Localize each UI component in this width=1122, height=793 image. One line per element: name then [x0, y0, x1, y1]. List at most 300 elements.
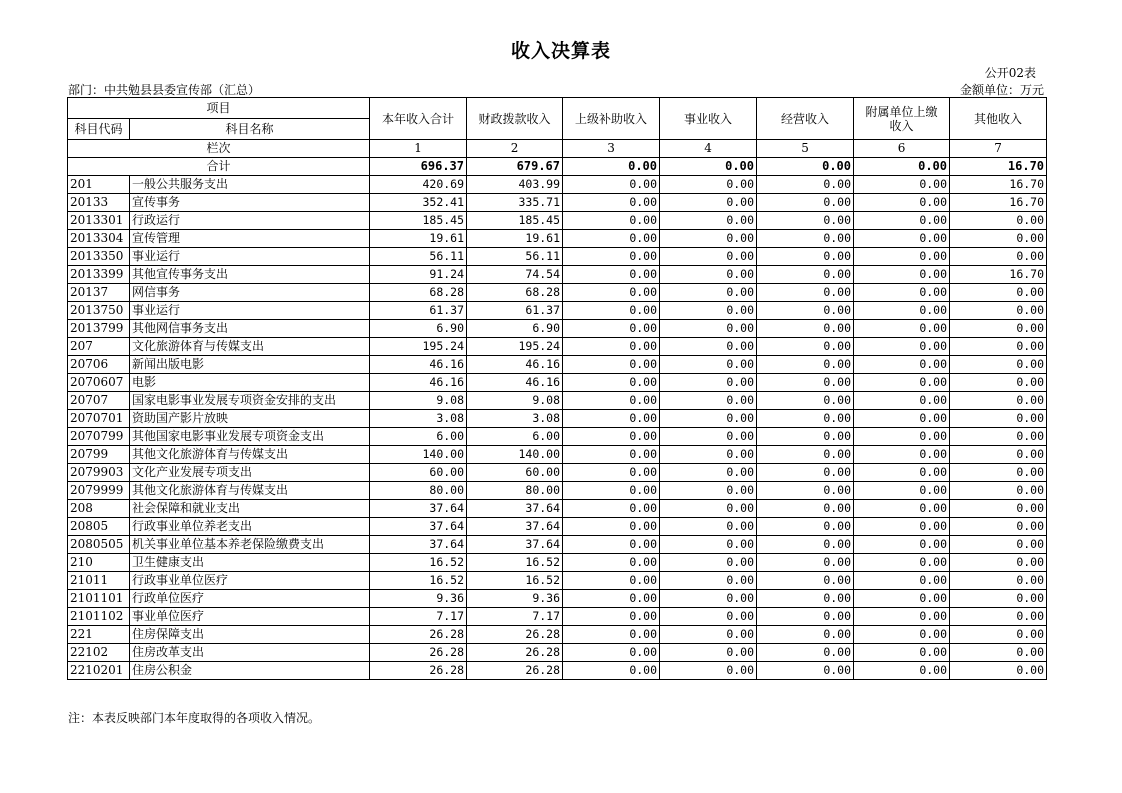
subject-code: 22102	[68, 644, 130, 662]
column-number: 7	[950, 140, 1047, 158]
subject-name: 新闻出版电影	[130, 356, 370, 374]
amount-cell: 0.00	[757, 356, 854, 374]
amount-cell: 0.00	[757, 500, 854, 518]
amount-cell: 60.00	[370, 464, 467, 482]
subject-code: 20133	[68, 194, 130, 212]
amount-cell: 0.00	[660, 230, 757, 248]
column-number: 5	[757, 140, 854, 158]
amount-cell: 0.00	[563, 644, 660, 662]
amount-cell: 91.24	[370, 266, 467, 284]
amount-cell: 0.00	[950, 374, 1047, 392]
amount-cell: 0.00	[854, 554, 950, 572]
amount-cell: 185.45	[370, 212, 467, 230]
subject-code: 20137	[68, 284, 130, 302]
amount-cell: 0.00	[757, 608, 854, 626]
amount-cell: 6.90	[370, 320, 467, 338]
amount-cell: 0.00	[660, 590, 757, 608]
total-label: 合计	[68, 158, 370, 176]
amount-cell: 195.24	[370, 338, 467, 356]
table-row	[68, 572, 1047, 590]
amount-cell: 195.24	[467, 338, 563, 356]
table-row	[68, 212, 1047, 230]
amount-cell: 0.00	[950, 464, 1047, 482]
subject-code: 2079999	[68, 482, 130, 500]
table-row	[68, 536, 1047, 554]
amount-cell: 0.00	[757, 302, 854, 320]
amount-cell: 420.69	[370, 176, 467, 194]
amount-cell: 0.00	[660, 608, 757, 626]
amount-cell: 0.00	[563, 662, 660, 680]
amount-cell: 0.00	[660, 518, 757, 536]
amount-cell: 0.00	[854, 410, 950, 428]
subject-code: 2079903	[68, 464, 130, 482]
amount-cell: 0.00	[854, 266, 950, 284]
column-header: 上级补助收入	[563, 98, 660, 140]
subject-code: 2013304	[68, 230, 130, 248]
table-row	[68, 374, 1047, 392]
amount-cell: 140.00	[370, 446, 467, 464]
table-row	[68, 284, 1047, 302]
amount-cell: 26.28	[467, 644, 563, 662]
subject-code: 210	[68, 554, 130, 572]
subject-name: 国家电影事业发展专项资金安排的支出	[130, 392, 370, 410]
amount-cell: 0.00	[854, 284, 950, 302]
table-row	[68, 608, 1047, 626]
table-row	[68, 644, 1047, 662]
subject-code: 2070799	[68, 428, 130, 446]
subject-name: 资助国产影片放映	[130, 410, 370, 428]
amount-cell: 56.11	[467, 248, 563, 266]
total-cell: 0.00	[757, 158, 854, 176]
column-number: 6	[854, 140, 950, 158]
amount-cell: 0.00	[854, 338, 950, 356]
amount-cell: 16.52	[467, 554, 563, 572]
department-label: 部门：中共勉县县委宣传部（汇总）	[68, 83, 261, 97]
amount-cell: 56.11	[370, 248, 467, 266]
amount-cell: 0.00	[854, 320, 950, 338]
column-number: 1	[370, 140, 467, 158]
amount-cell: 46.16	[370, 356, 467, 374]
code-header: 科目代码	[68, 119, 130, 140]
total-cell: 679.67	[467, 158, 563, 176]
amount-cell: 0.00	[950, 590, 1047, 608]
amount-cell: 19.61	[467, 230, 563, 248]
subject-code: 2101102	[68, 608, 130, 626]
amount-cell: 403.99	[467, 176, 563, 194]
column-index-label: 栏次	[68, 140, 370, 158]
column-number: 2	[467, 140, 563, 158]
amount-cell: 0.00	[757, 554, 854, 572]
column-header: 财政拨款收入	[467, 98, 563, 140]
amount-cell: 0.00	[950, 572, 1047, 590]
amount-cell: 0.00	[660, 194, 757, 212]
amount-cell: 16.52	[370, 572, 467, 590]
amount-cell: 46.16	[370, 374, 467, 392]
amount-cell: 0.00	[757, 572, 854, 590]
amount-cell: 68.28	[467, 284, 563, 302]
amount-cell: 0.00	[660, 644, 757, 662]
amount-cell: 0.00	[660, 248, 757, 266]
table-row	[68, 662, 1047, 680]
subject-code: 201	[68, 176, 130, 194]
table-row	[68, 194, 1047, 212]
subject-name: 电影	[130, 374, 370, 392]
table-row	[68, 554, 1047, 572]
amount-cell: 0.00	[563, 572, 660, 590]
amount-cell: 0.00	[757, 284, 854, 302]
subject-name: 宣传事务	[130, 194, 370, 212]
amount-cell: 9.36	[370, 590, 467, 608]
amount-cell: 46.16	[467, 374, 563, 392]
amount-cell: 0.00	[563, 590, 660, 608]
amount-cell: 0.00	[660, 482, 757, 500]
amount-cell: 0.00	[660, 338, 757, 356]
form-number: 公开02表	[984, 66, 1036, 80]
table-row	[68, 446, 1047, 464]
amount-cell: 0.00	[563, 284, 660, 302]
amount-cell: 0.00	[757, 464, 854, 482]
amount-cell: 0.00	[660, 176, 757, 194]
subject-name: 事业运行	[130, 302, 370, 320]
amount-cell: 0.00	[854, 374, 950, 392]
amount-cell: 3.08	[467, 410, 563, 428]
amount-cell: 0.00	[854, 212, 950, 230]
table-row	[68, 518, 1047, 536]
subject-code: 2013350	[68, 248, 130, 266]
amount-cell: 26.28	[370, 644, 467, 662]
column-header: 附属单位上缴收入	[854, 98, 950, 140]
amount-cell: 0.00	[950, 518, 1047, 536]
amount-cell: 16.70	[950, 266, 1047, 284]
column-header: 其他收入	[950, 98, 1047, 140]
amount-cell: 0.00	[950, 356, 1047, 374]
amount-cell: 19.61	[370, 230, 467, 248]
amount-cell: 61.37	[467, 302, 563, 320]
subject-code: 2070607	[68, 374, 130, 392]
subject-name: 事业单位医疗	[130, 608, 370, 626]
amount-cell: 80.00	[467, 482, 563, 500]
amount-cell: 0.00	[854, 194, 950, 212]
amount-cell: 0.00	[854, 428, 950, 446]
amount-cell: 0.00	[660, 662, 757, 680]
amount-cell: 0.00	[563, 608, 660, 626]
amount-cell: 0.00	[854, 626, 950, 644]
table-row	[68, 320, 1047, 338]
total-cell: 0.00	[854, 158, 950, 176]
amount-cell: 0.00	[950, 626, 1047, 644]
amount-cell: 26.28	[370, 626, 467, 644]
amount-cell: 0.00	[757, 536, 854, 554]
amount-cell: 0.00	[854, 392, 950, 410]
amount-cell: 0.00	[854, 572, 950, 590]
amount-cell: 0.00	[757, 266, 854, 284]
amount-cell: 0.00	[854, 590, 950, 608]
subject-code: 208	[68, 500, 130, 518]
amount-cell: 0.00	[563, 410, 660, 428]
amount-cell: 0.00	[563, 302, 660, 320]
subject-code: 2013301	[68, 212, 130, 230]
column-header: 经营收入	[757, 98, 854, 140]
amount-cell: 0.00	[563, 626, 660, 644]
subject-name: 行政运行	[130, 212, 370, 230]
amount-cell: 0.00	[563, 554, 660, 572]
amount-cell: 16.70	[950, 194, 1047, 212]
amount-cell: 0.00	[660, 266, 757, 284]
amount-cell: 0.00	[660, 356, 757, 374]
amount-cell: 0.00	[660, 572, 757, 590]
amount-cell: 0.00	[950, 608, 1047, 626]
amount-cell: 0.00	[563, 194, 660, 212]
amount-cell: 0.00	[950, 554, 1047, 572]
subject-name: 其他文化旅游体育与传媒支出	[130, 446, 370, 464]
amount-cell: 0.00	[950, 284, 1047, 302]
subject-code: 2070701	[68, 410, 130, 428]
amount-cell: 0.00	[950, 428, 1047, 446]
amount-cell: 0.00	[563, 212, 660, 230]
subject-name: 其他网信事务支出	[130, 320, 370, 338]
amount-cell: 0.00	[854, 500, 950, 518]
amount-cell: 0.00	[757, 248, 854, 266]
table-row	[68, 428, 1047, 446]
table-row	[68, 590, 1047, 608]
amount-cell: 0.00	[660, 374, 757, 392]
item-header: 项目	[68, 98, 370, 119]
amount-cell: 0.00	[950, 338, 1047, 356]
amount-cell: 3.08	[370, 410, 467, 428]
amount-cell: 26.28	[467, 626, 563, 644]
column-header: 事业收入	[660, 98, 757, 140]
subject-code: 2013750	[68, 302, 130, 320]
amount-cell: 0.00	[757, 590, 854, 608]
subject-name: 事业运行	[130, 248, 370, 266]
subject-name: 文化旅游体育与传媒支出	[130, 338, 370, 356]
amount-cell: 0.00	[660, 446, 757, 464]
amount-cell: 0.00	[950, 410, 1047, 428]
subject-code: 221	[68, 626, 130, 644]
amount-cell: 37.64	[370, 500, 467, 518]
amount-cell: 7.17	[467, 608, 563, 626]
amount-cell: 0.00	[563, 266, 660, 284]
table-row	[68, 248, 1047, 266]
table-row	[68, 482, 1047, 500]
table-row	[68, 500, 1047, 518]
subject-code: 21011	[68, 572, 130, 590]
amount-cell: 185.45	[467, 212, 563, 230]
amount-cell: 0.00	[757, 212, 854, 230]
amount-cell: 60.00	[467, 464, 563, 482]
amount-cell: 0.00	[563, 248, 660, 266]
table-body	[68, 98, 1047, 680]
amount-cell: 0.00	[757, 230, 854, 248]
amount-cell: 0.00	[563, 536, 660, 554]
table-row	[68, 356, 1047, 374]
amount-cell: 6.00	[370, 428, 467, 446]
amount-cell: 0.00	[950, 536, 1047, 554]
amount-cell: 0.00	[563, 356, 660, 374]
subject-code: 2013799	[68, 320, 130, 338]
amount-cell: 0.00	[757, 428, 854, 446]
amount-cell: 0.00	[854, 302, 950, 320]
subject-code: 2210201	[68, 662, 130, 680]
subject-name: 文化产业发展专项支出	[130, 464, 370, 482]
amount-cell: 0.00	[563, 518, 660, 536]
table-row	[68, 626, 1047, 644]
amount-cell: 0.00	[563, 500, 660, 518]
table-row	[68, 464, 1047, 482]
amount-cell: 352.41	[370, 194, 467, 212]
amount-cell: 0.00	[660, 536, 757, 554]
subject-code: 20706	[68, 356, 130, 374]
subject-name: 住房保障支出	[130, 626, 370, 644]
subject-name: 住房改革支出	[130, 644, 370, 662]
subject-name: 卫生健康支出	[130, 554, 370, 572]
amount-cell: 0.00	[950, 320, 1047, 338]
amount-cell: 0.00	[563, 482, 660, 500]
amount-cell: 0.00	[757, 194, 854, 212]
amount-cell: 0.00	[563, 320, 660, 338]
amount-cell: 0.00	[563, 464, 660, 482]
page-title: 收入决算表	[510, 40, 611, 62]
column-header: 本年收入合计	[370, 98, 467, 140]
amount-cell: 0.00	[660, 284, 757, 302]
amount-cell: 0.00	[950, 212, 1047, 230]
amount-cell: 37.64	[467, 518, 563, 536]
subject-name: 住房公积金	[130, 662, 370, 680]
amount-cell: 0.00	[757, 320, 854, 338]
amount-cell: 80.00	[370, 482, 467, 500]
amount-cell: 0.00	[854, 536, 950, 554]
subject-name: 其他国家电影事业发展专项资金支出	[130, 428, 370, 446]
amount-cell: 16.52	[370, 554, 467, 572]
table-row	[68, 338, 1047, 356]
amount-cell: 0.00	[563, 176, 660, 194]
amount-cell: 0.00	[854, 464, 950, 482]
amount-cell: 9.08	[370, 392, 467, 410]
amount-cell: 0.00	[757, 446, 854, 464]
table-row	[68, 230, 1047, 248]
total-cell: 0.00	[563, 158, 660, 176]
amount-cell: 0.00	[854, 446, 950, 464]
amount-cell: 0.00	[757, 662, 854, 680]
subject-code: 2013399	[68, 266, 130, 284]
amount-cell: 0.00	[757, 644, 854, 662]
total-row	[68, 158, 1047, 176]
column-number: 4	[660, 140, 757, 158]
amount-cell: 37.64	[370, 518, 467, 536]
column-number: 3	[563, 140, 660, 158]
amount-cell: 0.00	[757, 392, 854, 410]
amount-cell: 0.00	[854, 176, 950, 194]
amount-cell: 61.37	[370, 302, 467, 320]
subject-code: 207	[68, 338, 130, 356]
amount-cell: 37.64	[370, 536, 467, 554]
amount-cell: 0.00	[950, 662, 1047, 680]
amount-cell: 68.28	[370, 284, 467, 302]
amount-cell: 37.64	[467, 500, 563, 518]
amount-cell: 0.00	[660, 320, 757, 338]
amount-cell: 0.00	[854, 518, 950, 536]
subject-name: 宣传管理	[130, 230, 370, 248]
amount-cell: 0.00	[950, 392, 1047, 410]
amount-cell: 0.00	[757, 338, 854, 356]
table-row	[68, 176, 1047, 194]
amount-cell: 9.08	[467, 392, 563, 410]
amount-cell: 46.16	[467, 356, 563, 374]
subject-name: 行政事业单位养老支出	[130, 518, 370, 536]
amount-cell: 0.00	[757, 410, 854, 428]
amount-cell: 0.00	[660, 302, 757, 320]
subject-name: 行政事业单位医疗	[130, 572, 370, 590]
amount-cell: 0.00	[950, 302, 1047, 320]
amount-cell: 37.64	[467, 536, 563, 554]
subject-code: 2080505	[68, 536, 130, 554]
amount-cell: 74.54	[467, 266, 563, 284]
amount-cell: 16.70	[950, 176, 1047, 194]
amount-cell: 0.00	[950, 644, 1047, 662]
amount-cell: 6.00	[467, 428, 563, 446]
subject-code: 20707	[68, 392, 130, 410]
amount-cell: 26.28	[467, 662, 563, 680]
amount-cell: 0.00	[660, 626, 757, 644]
table-row	[68, 410, 1047, 428]
amount-cell: 0.00	[660, 464, 757, 482]
amount-cell: 140.00	[467, 446, 563, 464]
subject-name: 一般公共服务支出	[130, 176, 370, 194]
amount-cell: 0.00	[950, 248, 1047, 266]
subject-name: 社会保障和就业支出	[130, 500, 370, 518]
amount-cell: 0.00	[563, 446, 660, 464]
subject-code: 20805	[68, 518, 130, 536]
amount-cell: 335.71	[467, 194, 563, 212]
table-row	[68, 392, 1047, 410]
footnote: 注：本表反映部门本年度取得的各项收入情况。	[68, 711, 321, 725]
amount-cell: 0.00	[854, 608, 950, 626]
amount-cell: 26.28	[370, 662, 467, 680]
amount-cell: 0.00	[950, 500, 1047, 518]
amount-cell: 0.00	[660, 554, 757, 572]
subject-code: 2101101	[68, 590, 130, 608]
amount-cell: 0.00	[854, 482, 950, 500]
amount-cell: 0.00	[950, 446, 1047, 464]
total-cell: 16.70	[950, 158, 1047, 176]
amount-cell: 0.00	[660, 500, 757, 518]
amount-cell: 0.00	[854, 230, 950, 248]
amount-cell: 0.00	[757, 176, 854, 194]
amount-cell: 9.36	[467, 590, 563, 608]
amount-cell: 0.00	[563, 374, 660, 392]
amount-cell: 0.00	[757, 374, 854, 392]
column-index-row	[68, 140, 1047, 158]
subject-code: 20799	[68, 446, 130, 464]
subject-name: 其他宣传事务支出	[130, 266, 370, 284]
total-cell: 0.00	[660, 158, 757, 176]
amount-cell: 0.00	[757, 626, 854, 644]
amount-cell: 0.00	[660, 410, 757, 428]
header-row-1	[68, 98, 1047, 119]
amount-cell: 6.90	[467, 320, 563, 338]
amount-cell: 0.00	[660, 392, 757, 410]
amount-cell: 0.00	[660, 428, 757, 446]
unit-label: 金额单位：万元	[959, 83, 1044, 97]
subject-name: 网信事务	[130, 284, 370, 302]
amount-cell: 0.00	[854, 662, 950, 680]
amount-cell: 0.00	[854, 248, 950, 266]
amount-cell: 0.00	[563, 428, 660, 446]
subject-name: 行政单位医疗	[130, 590, 370, 608]
subject-name: 其他文化旅游体育与传媒支出	[130, 482, 370, 500]
amount-cell: 16.52	[467, 572, 563, 590]
amount-cell: 0.00	[757, 482, 854, 500]
